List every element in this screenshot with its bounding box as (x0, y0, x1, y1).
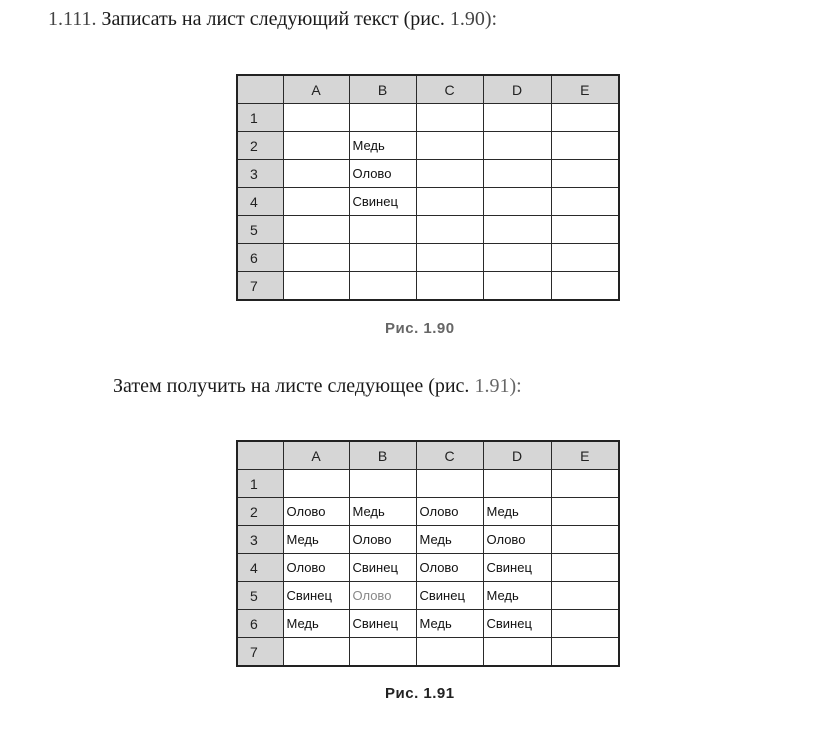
cell-c5: Свинец (416, 582, 483, 610)
cell-c6 (416, 244, 483, 272)
cell-c6: Медь (416, 610, 483, 638)
cell-d5: Медь (483, 582, 551, 610)
cell-a2 (283, 132, 349, 160)
cell-c7 (416, 272, 483, 301)
middle-figure-ref: 1.91): (474, 375, 522, 397)
column-header-e: E (551, 75, 619, 104)
cell-d5 (483, 216, 551, 244)
column-header-d: D (483, 75, 551, 104)
row-header: 4 (237, 554, 283, 582)
cell-d1 (483, 104, 551, 132)
cell-c4: Олово (416, 554, 483, 582)
column-header-row (237, 75, 619, 104)
cell-d3: Олово (483, 526, 551, 554)
spreadsheet-figure-1-91 (236, 440, 620, 667)
corner-cell (237, 441, 283, 470)
cell-b7 (349, 638, 416, 667)
table-row (237, 554, 619, 582)
corner-cell (237, 75, 283, 104)
row-header: 7 (237, 272, 283, 301)
cell-a4 (283, 188, 349, 216)
column-header-d: D (483, 441, 551, 470)
row-header: 6 (237, 610, 283, 638)
row-header: 1 (237, 470, 283, 498)
table-row (237, 244, 619, 272)
cell-e7 (551, 638, 619, 667)
table-row (237, 132, 619, 160)
cell-a2: Олово (283, 498, 349, 526)
row-header: 3 (237, 526, 283, 554)
cell-c4 (416, 188, 483, 216)
cell-b5 (349, 216, 416, 244)
table-row (237, 104, 619, 132)
cell-e2 (551, 132, 619, 160)
cell-a4: Олово (283, 554, 349, 582)
figure-caption-1-91: Рис. 1.91 (385, 685, 455, 702)
cell-c2: Олово (416, 498, 483, 526)
cell-d4: Свинец (483, 554, 551, 582)
cell-b2: Медь (349, 132, 416, 160)
cell-e5 (551, 216, 619, 244)
cell-c1 (416, 470, 483, 498)
cell-e3 (551, 526, 619, 554)
column-header-b: B (349, 441, 416, 470)
row-header: 1 (237, 104, 283, 132)
table-row (237, 610, 619, 638)
cell-b3: Олово (349, 526, 416, 554)
task-figure-ref: 1.90): (449, 8, 498, 30)
row-header: 4 (237, 188, 283, 216)
cell-a5 (283, 216, 349, 244)
cell-d6: Свинец (483, 610, 551, 638)
cell-e4 (551, 188, 619, 216)
cell-a5: Свинец (283, 582, 349, 610)
table-row (237, 160, 619, 188)
task-text: Записать на лист следующий текст (рис. (101, 8, 445, 30)
cell-d7 (483, 272, 551, 301)
cell-c1 (416, 104, 483, 132)
cell-e6 (551, 244, 619, 272)
cell-a3 (283, 160, 349, 188)
cell-c7 (416, 638, 483, 667)
row-header: 5 (237, 582, 283, 610)
cell-a1 (283, 470, 349, 498)
cell-a7 (283, 272, 349, 301)
task-number: 1.111. (48, 8, 97, 30)
column-header-a: A (283, 75, 349, 104)
table-row (237, 272, 619, 301)
cell-b6 (349, 244, 416, 272)
figure-caption-1-90: Рис. 1.90 (385, 320, 455, 337)
row-header: 7 (237, 638, 283, 667)
middle-text: Затем получить на листе следующее (рис. (113, 375, 470, 397)
spreadsheet-figure-1-90 (236, 74, 620, 301)
cell-e4 (551, 554, 619, 582)
table-row (237, 470, 619, 498)
column-header-row (237, 441, 619, 470)
table-row (237, 498, 619, 526)
cell-e7 (551, 272, 619, 301)
task-statement (48, 8, 497, 31)
cell-a3: Медь (283, 526, 349, 554)
cell-d7 (483, 638, 551, 667)
cell-e1 (551, 470, 619, 498)
cell-e5 (551, 582, 619, 610)
cell-a6: Медь (283, 610, 349, 638)
cell-c5 (416, 216, 483, 244)
row-header: 3 (237, 160, 283, 188)
cell-d6 (483, 244, 551, 272)
cell-a6 (283, 244, 349, 272)
cell-b4: Свинец (349, 554, 416, 582)
table-row (237, 582, 619, 610)
cell-b4: Свинец (349, 188, 416, 216)
cell-c2 (416, 132, 483, 160)
column-header-c: C (416, 75, 483, 104)
row-header: 6 (237, 244, 283, 272)
cell-b1 (349, 470, 416, 498)
cell-b6: Свинец (349, 610, 416, 638)
cell-a7 (283, 638, 349, 667)
table-row (237, 188, 619, 216)
table-row (237, 216, 619, 244)
cell-e6 (551, 610, 619, 638)
column-header-c: C (416, 441, 483, 470)
middle-instruction (113, 375, 522, 398)
cell-d4 (483, 188, 551, 216)
cell-d3 (483, 160, 551, 188)
cell-b3: Олово (349, 160, 416, 188)
cell-c3: Медь (416, 526, 483, 554)
table-row (237, 526, 619, 554)
column-header-a: A (283, 441, 349, 470)
cell-e2 (551, 498, 619, 526)
cell-b1 (349, 104, 416, 132)
column-header-e: E (551, 441, 619, 470)
cell-b7 (349, 272, 416, 301)
row-header: 5 (237, 216, 283, 244)
cell-d2: Медь (483, 498, 551, 526)
cell-e1 (551, 104, 619, 132)
cell-c3 (416, 160, 483, 188)
cell-e3 (551, 160, 619, 188)
cell-b5: Олово (349, 582, 416, 610)
row-header: 2 (237, 132, 283, 160)
cell-d1 (483, 470, 551, 498)
table-row (237, 638, 619, 667)
row-header: 2 (237, 498, 283, 526)
cell-d2 (483, 132, 551, 160)
cell-a1 (283, 104, 349, 132)
column-header-b: B (349, 75, 416, 104)
cell-b2: Медь (349, 498, 416, 526)
